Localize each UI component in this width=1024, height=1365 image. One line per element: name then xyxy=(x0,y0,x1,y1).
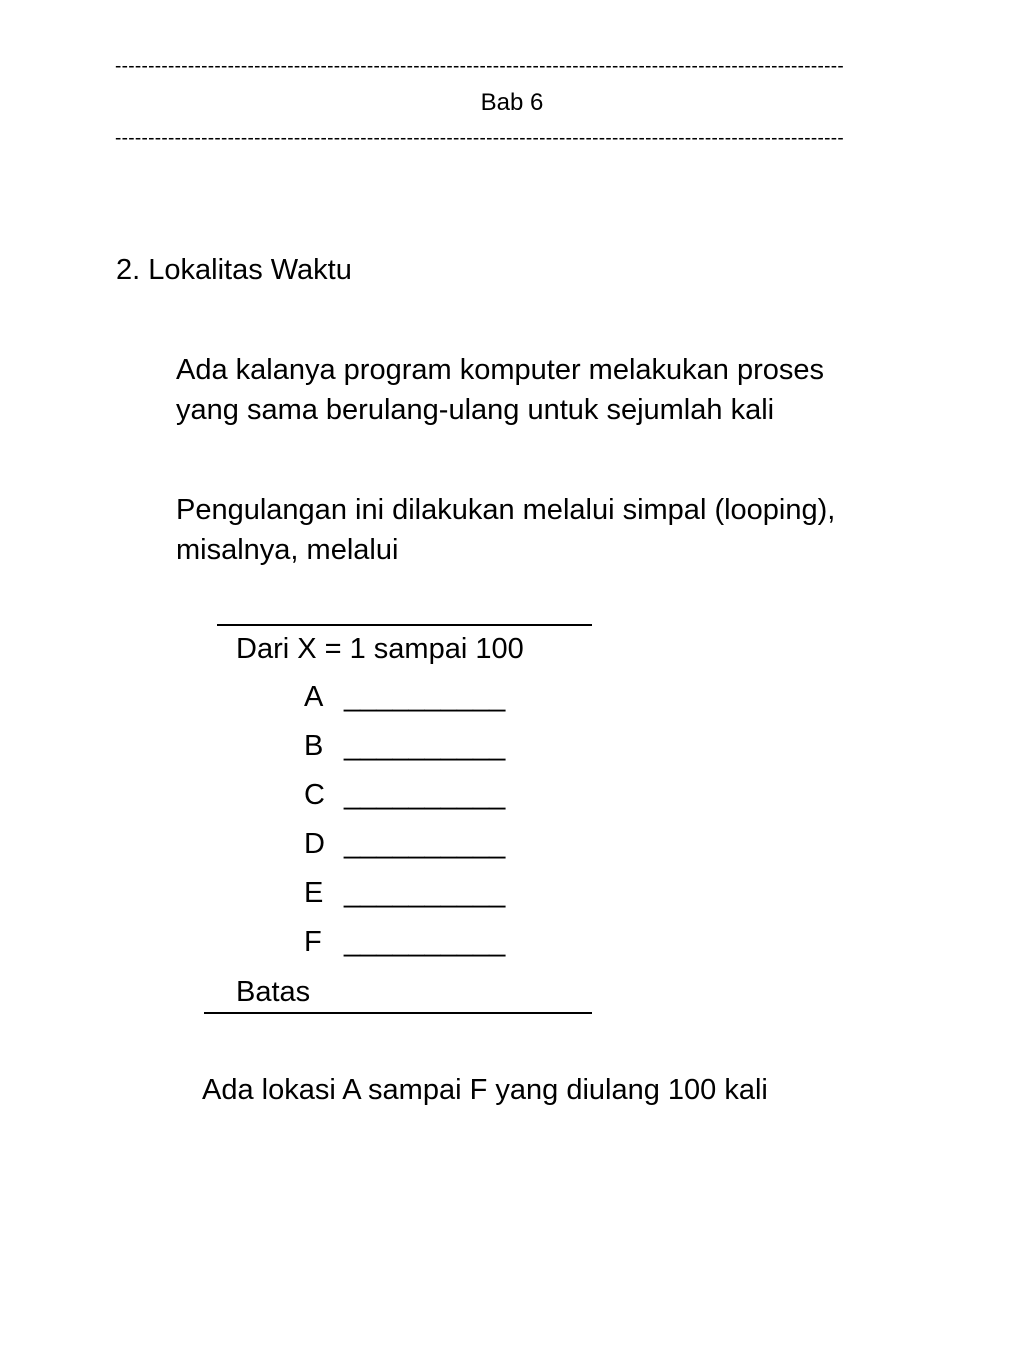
loop-step-letter: F xyxy=(304,926,322,958)
paragraph-2-line-1: Pengulangan ini dilakukan melalui simpal (looping), xyxy=(176,494,836,526)
loop-step-blank: __________ xyxy=(344,681,506,713)
conclusion-text: Ada lokasi A sampai F yang diulang 100 kali xyxy=(202,1074,768,1106)
loop-step-blank: __________ xyxy=(344,926,506,958)
loop-end-statement: Batas xyxy=(236,976,311,1008)
chapter-title: Bab 6 xyxy=(480,89,544,116)
header-dash-bottom: -------------------------------------------------------------------------------------------------------------- xyxy=(115,128,844,149)
loop-step-letter: A xyxy=(304,681,324,713)
paragraph-1-line-2: yang sama berulang-ulang untuk sejumlah kali xyxy=(176,394,775,426)
section-title: 2. Lokalitas Waktu xyxy=(116,254,352,286)
loop-step-blank: __________ xyxy=(344,730,506,762)
paragraph-2-line-2: misalnya, melalui xyxy=(176,534,399,566)
loop-step-letter: D xyxy=(304,828,325,860)
paragraph-1-line-1: Ada kalanya program komputer melakukan proses xyxy=(176,354,824,386)
loop-step-letter: E xyxy=(304,877,324,909)
header-dash-top: -------------------------------------------------------------------------------------------------------------- xyxy=(115,56,844,77)
loop-step-blank: __________ xyxy=(344,779,506,811)
loop-step-letter: B xyxy=(304,730,324,762)
loop-step-letter: C xyxy=(304,779,325,811)
loop-bottom-rule xyxy=(204,1012,592,1014)
loop-top-rule xyxy=(217,624,592,626)
loop-step-blank: __________ xyxy=(344,828,506,860)
loop-step-blank: __________ xyxy=(344,877,506,909)
loop-start-statement: Dari X = 1 sampai 100 xyxy=(236,633,524,665)
